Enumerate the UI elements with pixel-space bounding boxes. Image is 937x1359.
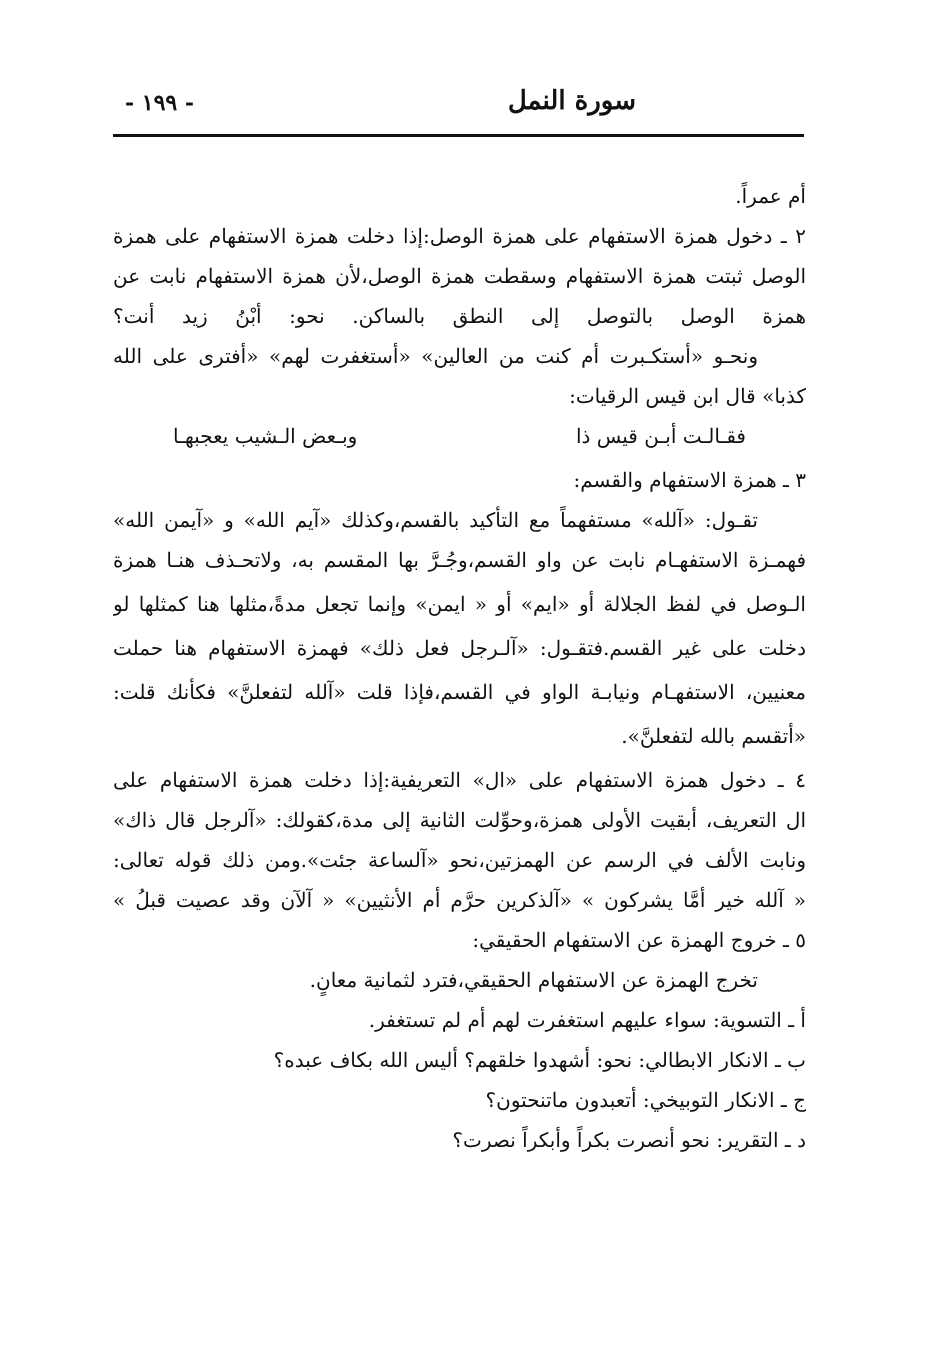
text-line: معنيين، الاستفهـام ونيابـة الواو في القسم،فإذا قلت «آلله لتفعلنَّ» فكأنك قلت: — [113, 680, 806, 704]
surah-title: سورة النمل — [507, 86, 636, 116]
section-heading: ٤ ـ دخول همزة الاستفهام على «ال» التعريفية:إذا دخلت همزة الاستفهام على — [113, 768, 806, 792]
list-item: ب ـ الانكار الابطالي: نحو: أشهدوا خلقهم؟ أليس الله بكاف عبده؟ — [273, 1048, 806, 1072]
text-line: الـوصل في لفظ الجلالة أو «ايم» أو « ايمن» وإنما تجعل مدةً،مثلها هنا كمثلها لو — [113, 592, 806, 616]
text-line: همزة الوصل بالتوصل إلى النطق بالساكن. نحو: أبْنُ زيد أنت؟ — [113, 304, 806, 328]
text-line: أم عمراً. — [735, 184, 806, 208]
page-header — [113, 86, 804, 130]
list-item: د ـ التقرير: نحو أنصرت بكراً وأبكراً نصرت؟ — [452, 1128, 806, 1152]
poem-hemistich-first: فقـالـت أبـن قيس ذا — [575, 424, 746, 448]
list-item: ج ـ الانكار التوبيخي: أتعبدون ماتنحتون؟ — [485, 1088, 806, 1112]
section-heading: ٣ ـ همزة الاستفهام والقسم: — [573, 468, 806, 492]
text-line: «أتقسم بالله لتفعلنَّ». — [621, 724, 806, 748]
text-line: ونابت الألف في الرسم عن الهمزتين،نحو «آلساعة جئت».ومن ذلك قوله تعالى: — [113, 848, 806, 872]
list-item: أ ـ التسوية: سواء عليهم استغفرت لهم أم لم تستغفر. — [368, 1008, 806, 1032]
section-heading: ٥ ـ خروج الهمزة عن الاستفهام الحقيقي: — [472, 928, 806, 952]
page-body — [113, 176, 806, 1160]
text-line: تقـول: «آلله» مستفهماً مع التأكيد بالقسم،وكذلك «آيم الله» و «آيمن الله» — [113, 508, 758, 532]
poem-verse — [113, 416, 806, 460]
text-line: « آلله خير أمَّا يشركون » «آلذكرين حرَّم أم الأنثيين» « آلآن وقد عصيت قبلُ » — [113, 888, 806, 912]
text-line: دخلت على غير القسم.فتقـول: «آلـرجل فعل ذلك» فهمزة الاستفهام هنا حملت — [113, 636, 806, 660]
text-line: كذبا» قال ابن قيس الرقيات: — [569, 384, 806, 408]
text-line: ٢ ـ دخول همزة الاستفهام على همزة الوصل:إذا دخلت همزة الاستفهام على همزة — [113, 224, 806, 248]
text-line: تخرج الهمزة عن الاستفهام الحقيقي،فترد لثمانية معانٍ. — [309, 968, 758, 992]
text-line: ال التعريف، أبقيت الأولى همزة،وحوِّلت الثانية إلى مدة،كقولك: «آلرجل قال ذاك» — [113, 808, 806, 832]
poem-hemistich-second: وبـعض الـشيب يعجبهـا — [173, 424, 358, 448]
text-line: ونحـو «أستكـبرت أم كنت من العالين» «أستغفرت لهم» «أفترى على الله — [113, 344, 758, 368]
text-line: فهمـزة الاستفهـام نابت عن واو القسم،وجُـرَّ بها المقسم به، ولاتحـذف هنـا همزة — [113, 548, 806, 572]
page-number: - ١٩٩ - — [125, 90, 195, 116]
text-line: الوصل ثبتت همزة الاستفهام وسقطت همزة الوصل،لأن همزة الاستفهام نابت عن — [113, 264, 806, 288]
header-rule — [113, 134, 804, 137]
